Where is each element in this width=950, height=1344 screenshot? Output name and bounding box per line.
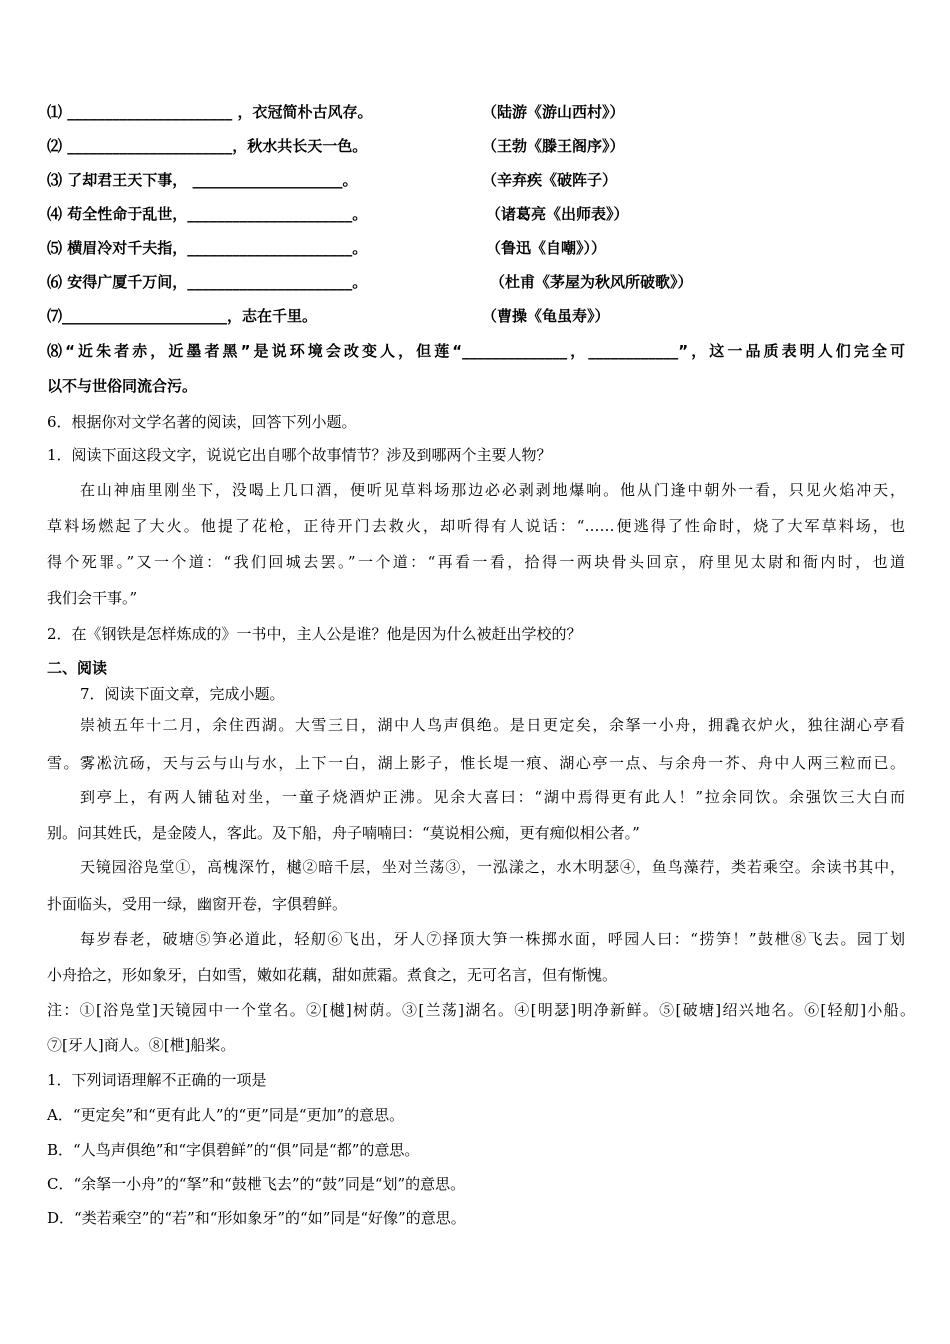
poem-source-6: （杜甫《茅屋为秋风所破歌》） — [490, 273, 693, 291]
annotation-line: 注：①[浴凫堂]天镜园中一个堂名。②[樾]树荫。③[兰荡]湖名。④[明瑟]明净新鲜。⑤[破塘]绍兴地名。⑥[轻舠]小船。 — [47, 1001, 915, 1019]
question-6-sub-2: 2．在《钢铁是怎样炼成的》一书中，主人公是谁？他是因为什么被赶出学校的？ — [47, 625, 582, 643]
poem-source-2: （王勃《滕王阁序》） — [482, 137, 625, 155]
question-7-sub-1: 1．下列词语理解不正确的一项是 — [47, 1071, 267, 1089]
option-b: B．“人鸟声俱绝”和“字俱碧鲜”的“俱”同是“都”的意思。 — [47, 1141, 420, 1159]
question-6-title: 6．根据你对文学名著的阅读，回答下列小题。 — [47, 413, 357, 431]
passage-line: 我们会干事。” — [47, 589, 138, 607]
question-7-title: 7．阅读下面文章，完成小题。 — [80, 685, 285, 703]
poem-item-1: ⑴ ______________________ ，衣冠简朴古风存。 — [47, 103, 373, 121]
poem-source-1: （陆游《游山西村》） — [482, 103, 625, 121]
passage-line: 在山神庙里刚坐下，没喝上几口酒，便听见草料场那边必必剥剥地爆响。他从门逢中朝外一看，只见火焰冲天， — [80, 481, 905, 499]
poem-source-4: （诸葛亮《出师表》） — [486, 205, 629, 223]
question-6-sub-1: 1．阅读下面这段文字，说说它出自哪个故事情节？涉及到哪两个主要人物？ — [47, 446, 552, 464]
poem-item-8: ⑻“近朱者赤，近墨者黑”是说环境会改变人，但莲“______________，____________”，这一品质表明人们完全可 — [47, 342, 905, 360]
poem-item-3: ⑶ 了却君王天下事， ____________________。 — [47, 171, 358, 189]
article-line: 小舟拾之，形如象牙，白如雪，嫩如花藕，甜如蔗霜。煮食之，无可名言，但有惭愧。 — [47, 966, 618, 984]
option-c: C．“余拏一小舟”的“拏”和“鼓枻飞去”的“鼓”同是“划”的意思。 — [47, 1175, 466, 1193]
article-line: 崇祯五年十二月，余住西湖。大雪三日，湖中人鸟声俱绝。是日更定矣，余拏一小舟，拥毳衣炉火，独往湖心亭看 — [80, 716, 905, 734]
poem-item-2: ⑵ ______________________，秋水共长天一色。 — [47, 137, 368, 155]
option-d: D．“类若乘空”的“若”和“形如象牙”的“如”同是“好像”的意思。 — [47, 1209, 466, 1227]
poem-item-6: ⑹ 安得广厦千万间，______________________。 — [47, 273, 368, 291]
poem-source-3: （辛弃疾《破阵子） — [482, 171, 618, 189]
poem-item-8-cont: 以不与世俗同流合污。 — [47, 377, 198, 395]
article-line: 别。问其姓氏，是金陵人，客此。及下船，舟子喃喃曰：“莫说相公痴，更有痴似相公者。” — [47, 824, 640, 842]
article-line: 到亭上，有两人铺毡对坐，一童子烧酒炉正沸。见余大喜曰：“湖中焉得更有此人！”拉余同饮。余强饮三大白而 — [80, 788, 905, 806]
section-heading: 二、阅读 — [47, 659, 108, 677]
article-line: 扑面临头，受用一绿，幽窗开卷，字俱碧鲜。 — [47, 895, 348, 913]
passage-line: 草料场燃起了大火。他提了花枪，正待开门去救火，却听得有人说话：“……便逃得了性命时，烧了大军草料场，也 — [47, 517, 905, 535]
annotation-line: ⑦[牙人]商人。⑧[枻]船桨。 — [47, 1036, 236, 1054]
poem-item-4: ⑷ 苟全性命于乱世，______________________。 — [47, 205, 368, 223]
option-a: A．“更定矣”和“更有此人”的“更”同是“更加”的意思。 — [47, 1106, 405, 1124]
poem-source-5: （鲁迅《自嘲》）） — [486, 239, 607, 257]
poem-item-7: ⑺______________________，志在千里。 — [47, 307, 318, 325]
poem-source-7: （曹操《龟虽寿》） — [482, 307, 610, 325]
passage-line: 得个死罪。”又一个道：“我们回城去罢。”一个道：“再看一看，拾得一两块骨头回京，府里见太尉和衙内时，也道 — [47, 553, 905, 571]
article-line: 天镜园浴凫堂①，高槐深竹，樾②暗千层，坐对兰荡③，一泓漾之，水木明瑟④，鱼鸟藻荇，类若乘空。余读书其中， — [80, 858, 905, 876]
poem-item-5: ⑸ 横眉冷对千夫指，______________________。 — [47, 239, 368, 257]
article-line: 雪。雾凇沆砀，天与云与山与水，上下一白，湖上影子，惟长堤一痕、湖心亭一点、与余舟一芥、舟中人两三粒而已。 — [47, 754, 905, 772]
article-line: 每岁春老，破塘⑤笋必道此，轻舠⑥飞出，牙人⑦择顶大笋一株掷水面，呼园人曰：“捞笋！”鼓枻⑧飞去。园丁划 — [80, 930, 905, 948]
